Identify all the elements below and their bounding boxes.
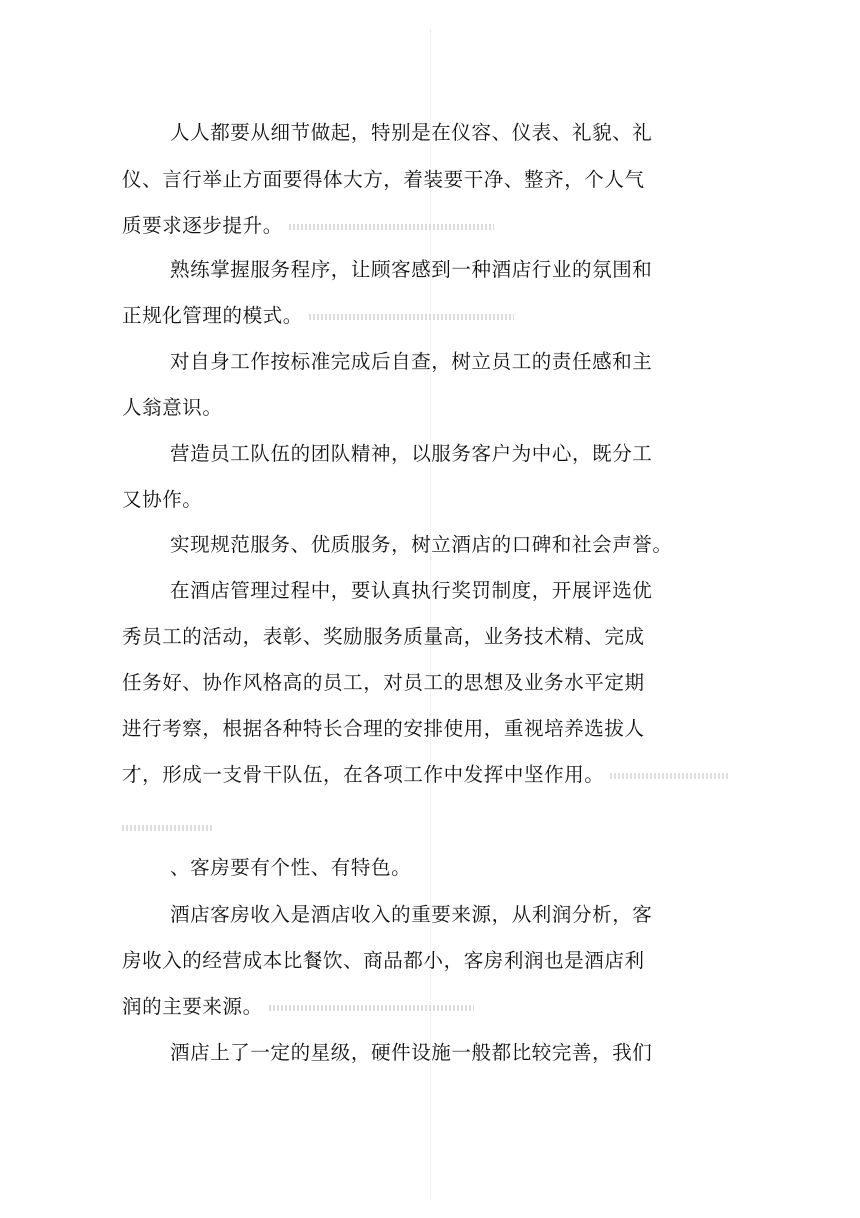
faint-scan-marks (289, 224, 494, 230)
text-line-5: 正规化管理的模式。 (122, 303, 514, 329)
faint-scan-marks (309, 314, 514, 320)
faint-scan-marks (610, 773, 730, 779)
text-line-14: 进行考察，根据各种特长合理的安排使用，重视培养选拔人 (122, 717, 645, 740)
text-line-6: 对自身工作按标准完成后自查，树立员工的责任感和主 (170, 350, 653, 373)
text-line-12: 秀员工的活动，表彰、奖励服务质量高，业务技术精、完成 (122, 625, 645, 648)
text-line-20: 润的主要来源。 (122, 994, 474, 1020)
text-line-10: 实现规范服务、优质服务，树立酒店的口碑和社会声誉。 (170, 533, 673, 556)
text-line-3: 质要求逐步提升。 (122, 213, 494, 239)
text-line-4: 熟练掌握服务程序，让顾客感到一种酒店行业的氛围和 (170, 258, 653, 281)
text-line-18: 酒店客房收入是酒店收入的重要来源，从利润分析，客 (170, 903, 653, 926)
text-line-17: 、客房要有个性、有特色。 (170, 856, 412, 879)
center-guide-line (430, 30, 431, 1200)
text-line-9: 又协作。 (122, 488, 203, 511)
text-line-8: 营造员工队伍的团队精神，以服务客户为中心，既分工 (170, 442, 653, 465)
text-line-16 (122, 814, 212, 840)
text-line-11: 在酒店管理过程中，要认真执行奖罚制度，开展评选优 (170, 579, 653, 602)
text-line-15: 才，形成一支骨干队伍，在各项工作中发挥中坚作用。 (122, 762, 730, 788)
faint-scan-marks (122, 825, 212, 831)
text-line-19: 房收入的经营成本比餐饮、商品都小，客房利润也是酒店利 (122, 949, 645, 972)
text-line-13: 任务好、协作风格高的员工，对员工的思想及业务水平定期 (122, 671, 645, 694)
text-line-21: 酒店上了一定的星级，硬件设施一般都比较完善，我们 (170, 1041, 653, 1064)
faint-scan-marks (269, 1005, 474, 1011)
text-line-1: 人人都要从细节做起，特别是在仪容、仪表、礼貌、礼 (170, 121, 653, 144)
text-line-7: 人翁意识。 (122, 396, 223, 419)
text-line-2: 仪、言行举止方面要得体大方，着装要干净、整齐，个人气 (122, 168, 645, 191)
